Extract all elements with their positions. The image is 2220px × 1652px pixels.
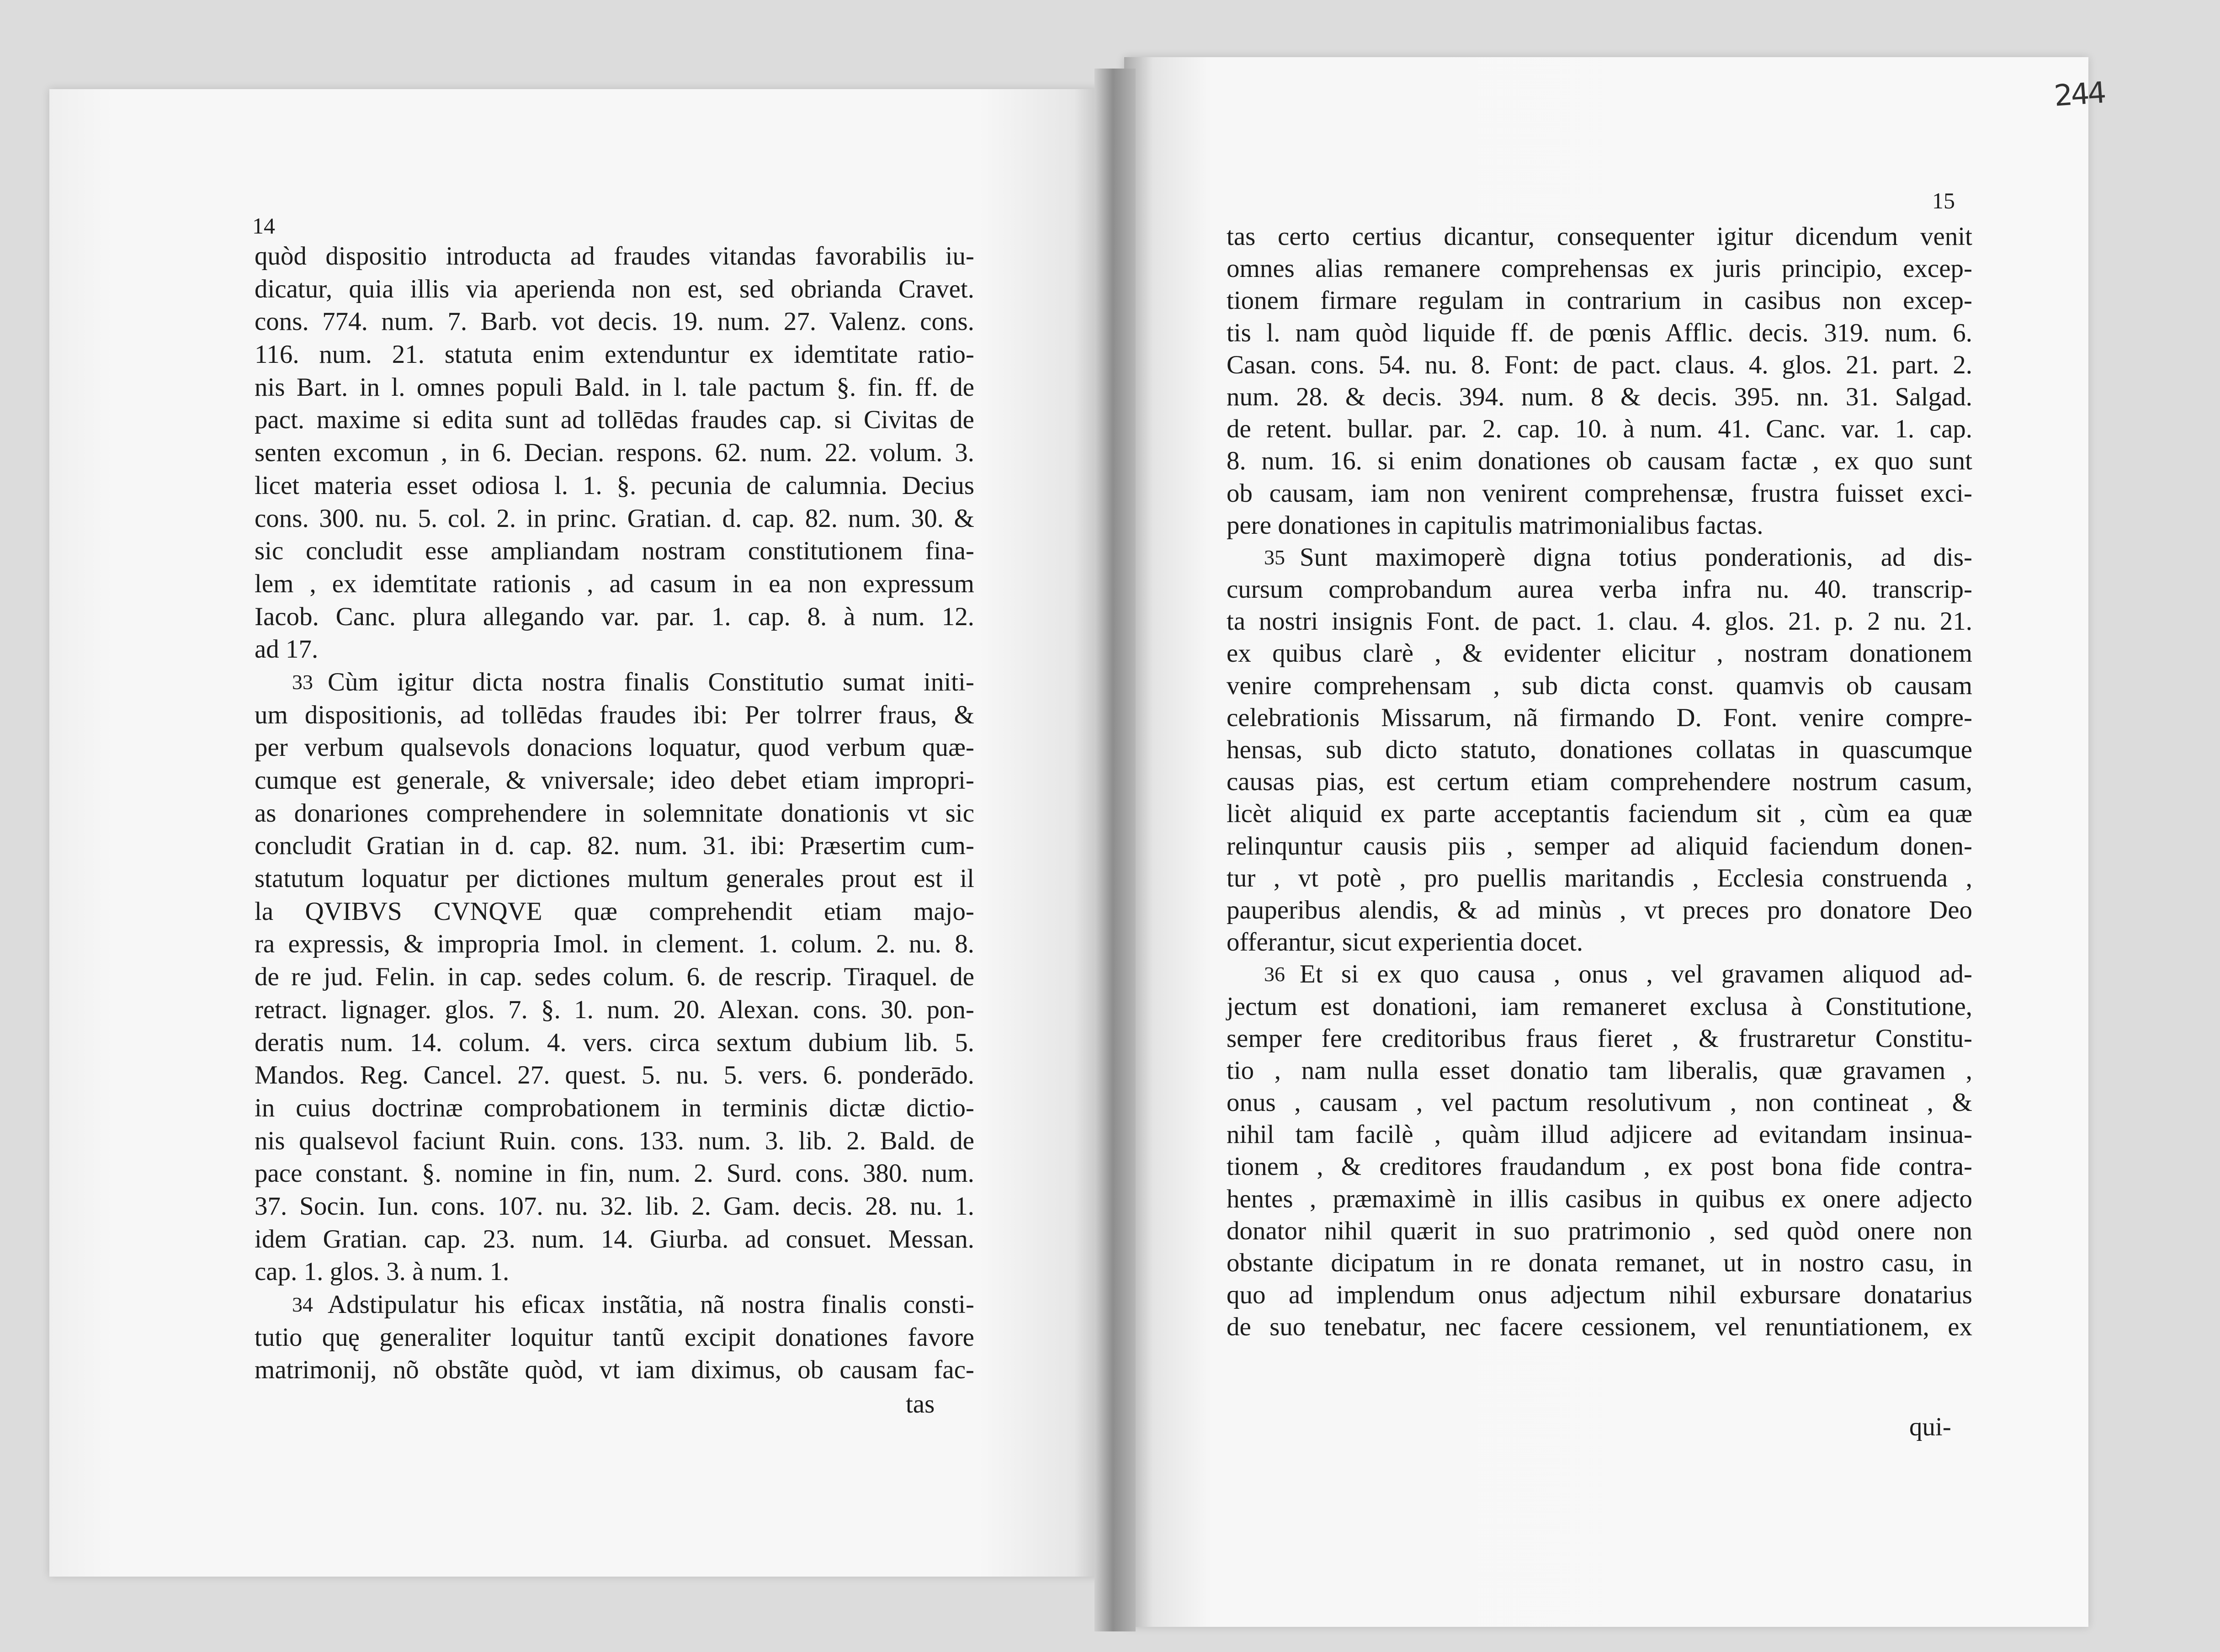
text-line [1227, 991, 1972, 1023]
line-text: retract. lignager. glos. 7. §. 1. num. 20. Alexan. cons. 30. pon- [255, 995, 974, 1024]
text-line [255, 1255, 974, 1288]
line-text: matrimonij, nõ obstãte quòd, vt iam diximus, ob causam fac- [255, 1355, 974, 1385]
line-text: lem , ex idemtitate rationis , ad casum in ea non expressum [255, 569, 974, 598]
line-text: concludit Gratian in d. cap. 82. num. 31. ibi: Præsertim cum- [255, 831, 974, 861]
line-text: de retent. bullar. par. 2. cap. 10. à num. 41. Canc. var. 1. cap. [1227, 414, 1972, 444]
text-line [255, 371, 974, 404]
line-text: donator nihil quærit in suo pratrimonio , sed quòd onere non [1227, 1216, 1972, 1245]
text-line [255, 535, 974, 568]
line-text: Mandos. Reg. Cancel. 27. quest. 5. nu. 5. vers. 6. ponderādo. [255, 1061, 974, 1090]
left-page-number: 14 [252, 213, 275, 239]
right-text-column [1227, 221, 1972, 1344]
line-text: Casan. cons. 54. nu. 8. Font: de pact. claus. 4. glos. 21. part. 2. [1227, 350, 1972, 379]
line-text: deratis num. 14. colum. 4. vers. circa sextum dubium lib. 5. [255, 1028, 974, 1057]
text-line [255, 699, 974, 732]
text-line [1227, 1183, 1972, 1215]
text-line [255, 273, 974, 306]
line-text: 8. num. 16. si enim donationes ob causam factæ , ex quo sunt [1227, 446, 1972, 476]
line-text: la QVIBVS CVNQVE quæ comprehendit etiam majo- [255, 897, 974, 926]
text-line [255, 436, 974, 469]
text-line [255, 240, 974, 273]
line-text: licèt aliquid ex parte acceptantis faciendum sit , cùm ea quæ [1227, 799, 1972, 829]
text-line [1227, 1215, 1972, 1247]
text-line [255, 633, 974, 666]
text-line [1227, 381, 1972, 413]
line-text: onus , causam , vel pactum resolutivum , non contineat , & [1227, 1088, 1972, 1117]
text-line [1227, 510, 1972, 542]
text-line [1227, 1247, 1972, 1279]
line-text: cons. 300. nu. 5. col. 2. in princ. Gratian. d. cap. 82. num. 30. & [255, 504, 974, 533]
line-text: semper fere creditoribus fraus fieret , & frustraretur Constitu- [1227, 1024, 1972, 1053]
line-text: nihil tam facilè , quàm illud adjicere ad evitandam insinua- [1227, 1120, 1972, 1149]
text-line [1227, 958, 1972, 990]
text-line [1227, 1151, 1972, 1183]
line-text: quo ad implendum onus adjectum nihil exbursare donatarius [1227, 1280, 1972, 1310]
text-line [1227, 1055, 1972, 1087]
text-line [1227, 766, 1972, 798]
text-line [255, 469, 974, 502]
line-text: ob causam, iam non venirent comprehensæ, frustra fuisset exci- [1227, 478, 1972, 508]
line-text: tio , nam nulla esset donatio tam liberalis, quæ gravamen , [1227, 1056, 1972, 1085]
line-text: cumque est generale, & vniversale; ideo debet etiam impropri- [255, 766, 974, 795]
text-line [1227, 606, 1972, 637]
text-line [1227, 702, 1972, 734]
line-text: celebrationis Missarum, nã firmando D. Font. venire compre- [1227, 703, 1972, 732]
line-text: 37. Socin. Iun. cons. 107. nu. 32. lib. 2. Gam. decis. 28. nu. 1. [255, 1191, 974, 1221]
text-line [1227, 734, 1972, 766]
line-text: idem Gratian. cap. 23. num. 14. Giurba. ad consuet. Messan. [255, 1224, 974, 1254]
line-text: quòd dispositio introducta ad fraudes vitandas favorabilis iu- [255, 242, 974, 271]
text-line [255, 568, 974, 600]
line-text: ra expressis, & impropria Imol. in clement. 1. colum. 2. nu. 8. [255, 930, 974, 959]
text-line [1227, 830, 1972, 862]
paragraph-number: 35 [1264, 545, 1285, 569]
line-text: hensas, sub dicto statuto, donationes collatas in quascumque [1227, 735, 1972, 764]
text-line [255, 1190, 974, 1223]
right-catchword: qui- [1909, 1413, 1951, 1441]
line-text: cursum comprobandum aurea verba infra nu. 40. transcrip- [1227, 575, 1972, 604]
line-text: tis l. nam quòd liquide ff. de pœnis Afflic. decis. 319. num. 6. [1227, 318, 1972, 347]
line-text: senten excomun , in 6. Decian. respons. 62. num. 22. volum. 3. [255, 438, 974, 467]
text-line [1227, 1023, 1972, 1055]
line-text: 116. num. 21. statuta enim extenduntur ex idemtitate ratio- [255, 340, 974, 369]
left-text-column [255, 240, 974, 1386]
text-line [255, 1321, 974, 1354]
line-text: hentes , præmaximè in illis casibus in quibus ex onere adjecto [1227, 1184, 1972, 1213]
text-line [255, 1059, 974, 1092]
text-line [255, 895, 974, 928]
text-line [1227, 349, 1972, 381]
line-text: sic concludit esse ampliandam nostram constitutionem fina- [255, 537, 974, 566]
line-text: Et si ex quo causa , onus , vel gravamen aliquod ad- [1300, 960, 1972, 989]
line-text: tionem , & creditores fraudandum , ex post bona fide contra- [1227, 1152, 1972, 1181]
line-text: um dispositionis, ad tollēdas fraudes ibi: Per tolrrer fraus, & [255, 700, 974, 729]
line-text: statutum loquatur per dictiones multum generales prout est il [255, 864, 974, 893]
text-line [255, 1223, 974, 1256]
text-line [1227, 926, 1972, 958]
text-line [1227, 478, 1972, 510]
text-line [255, 961, 974, 993]
line-text: in cuius doctrinæ comprobationem in terminis dictæ dictio- [255, 1093, 974, 1122]
line-text: Iacob. Canc. plura allegando var. par. 1. cap. 8. à num. 12. [255, 602, 974, 631]
line-text: pere donationes in capitulis matrimonialibus factas. [1227, 510, 1763, 540]
text-line [255, 502, 974, 535]
text-line [1227, 798, 1972, 830]
line-text: de suo tenebatur, nec facere cessionem, vel renuntiationem, ex [1227, 1312, 1972, 1342]
line-text: num. 28. & decis. 394. num. 8 & decis. 395. nn. 31. Salgad. [1227, 382, 1972, 411]
line-text: tionem firmare regulam in contrarium in casibus non excep- [1227, 286, 1972, 315]
line-text: Cùm igitur dicta nostra finalis Constitutio sumat initi- [328, 667, 974, 696]
line-text: offerantur, sicut experientia docet. [1227, 928, 1583, 957]
line-text: venire comprehensam , sub dicta const. quamvis ob causam [1227, 671, 1972, 700]
line-text: ta nostri insignis Font. de pact. 1. clau. 4. glos. 21. p. 2 nu. 21. [1227, 607, 1972, 636]
text-line [1227, 1311, 1972, 1343]
text-line [255, 305, 974, 338]
book-spine [1094, 69, 1136, 1631]
text-line [255, 404, 974, 436]
text-line [255, 1125, 974, 1158]
line-text: omnes alias remanere comprehensas ex juris principio, excep- [1227, 254, 1972, 283]
line-text: ex quibus clarè , & evidenter elicitur , nostram donationem [1227, 639, 1972, 668]
text-line [255, 1026, 974, 1059]
line-text: dicatur, quia illis via aperienda non est, sed obrianda Cravet. [255, 274, 974, 303]
line-text: cap. 1. glos. 3. à num. 1. [255, 1257, 510, 1286]
text-line [255, 666, 974, 699]
text-line [255, 928, 974, 961]
text-line [1227, 894, 1972, 926]
text-line [255, 829, 974, 862]
text-line [255, 338, 974, 371]
line-text: tas certo certius dicantur, consequenter igitur dicendum venit [1227, 222, 1972, 251]
right-page-number: 15 [1932, 188, 1955, 213]
text-line [1227, 542, 1972, 574]
text-line [1227, 413, 1972, 445]
line-text: ad 17. [255, 635, 319, 664]
text-line [255, 600, 974, 633]
text-line [1227, 1119, 1972, 1151]
text-line [255, 1157, 974, 1190]
text-line [255, 764, 974, 797]
line-text: tutio quę generaliter loquitur tantũ excipit donationes favore [255, 1323, 974, 1352]
line-text: Adstipulatur his eficax instãtia, nã nostra finalis consti- [328, 1290, 974, 1319]
line-text: licet materia esset odiosa l. 1. §. pecunia de calumnia. Decius [255, 471, 974, 500]
text-line [1227, 253, 1972, 285]
text-line [1227, 574, 1972, 606]
text-line [255, 797, 974, 830]
line-text: de re jud. Felin. in cap. sedes colum. 6. de rescrip. Tiraquel. de [255, 962, 974, 992]
line-text: jectum est donationi, iam remaneret exclusa à Constitutione, [1227, 992, 1972, 1021]
line-text: relinquntur causis piis , semper ad aliquid faciendum donen- [1227, 831, 1972, 861]
text-line [255, 993, 974, 1026]
text-line [255, 1092, 974, 1125]
text-line [1227, 1279, 1972, 1311]
text-line [255, 862, 974, 895]
text-line [255, 1288, 974, 1321]
line-text: obstante dicipatum in re donata remanet, ut in nostro casu, in [1227, 1248, 1972, 1277]
line-text: as donariones comprehendere in solemnitate donationis vt sic [255, 798, 974, 828]
text-line [1227, 317, 1972, 349]
line-text: pact. maxime si edita sunt ad tollēdas fraudes cap. si Civitas de [255, 405, 974, 435]
text-line [1227, 670, 1972, 702]
text-line [255, 1354, 974, 1386]
line-text: causas pias, est certum etiam comprehendere nostrum casum, [1227, 767, 1972, 797]
text-line [1227, 637, 1972, 669]
paragraph-number: 33 [292, 670, 313, 694]
line-text: Sunt maximoperè digna totius ponderationis, ad dis- [1300, 542, 1972, 572]
text-line [1227, 221, 1972, 253]
handwritten-folio-number: 244 [2053, 76, 2106, 113]
text-line [1227, 1087, 1972, 1119]
line-text: tur , vt potè , pro puellis maritandis , Ecclesia construenda , [1227, 863, 1972, 892]
line-text: per verbum qualsevols donacions loquatur, quod verbum quæ- [255, 733, 974, 762]
paragraph-number: 36 [1264, 962, 1285, 986]
left-catchword: tas [906, 1390, 935, 1418]
line-text: nis Bart. in l. omnes populi Bald. in l. tale pactum §. fin. ff. de [255, 372, 974, 402]
text-line [1227, 445, 1972, 477]
text-line [1227, 862, 1972, 894]
paragraph-number: 34 [292, 1293, 313, 1316]
line-text: pace constant. §. nomine in fin, num. 2. Surd. cons. 380. num. [255, 1159, 974, 1188]
line-text: cons. 774. num. 7. Barb. vot decis. 19. num. 27. Valenz. cons. [255, 307, 974, 336]
text-line [1227, 285, 1972, 317]
text-line [255, 731, 974, 764]
line-text: pauperibus alendis, & ad minùs , vt preces pro donatore Deo [1227, 895, 1972, 924]
line-text: nis qualsevol faciunt Ruin. cons. 133. num. 3. lib. 2. Bald. de [255, 1126, 974, 1155]
